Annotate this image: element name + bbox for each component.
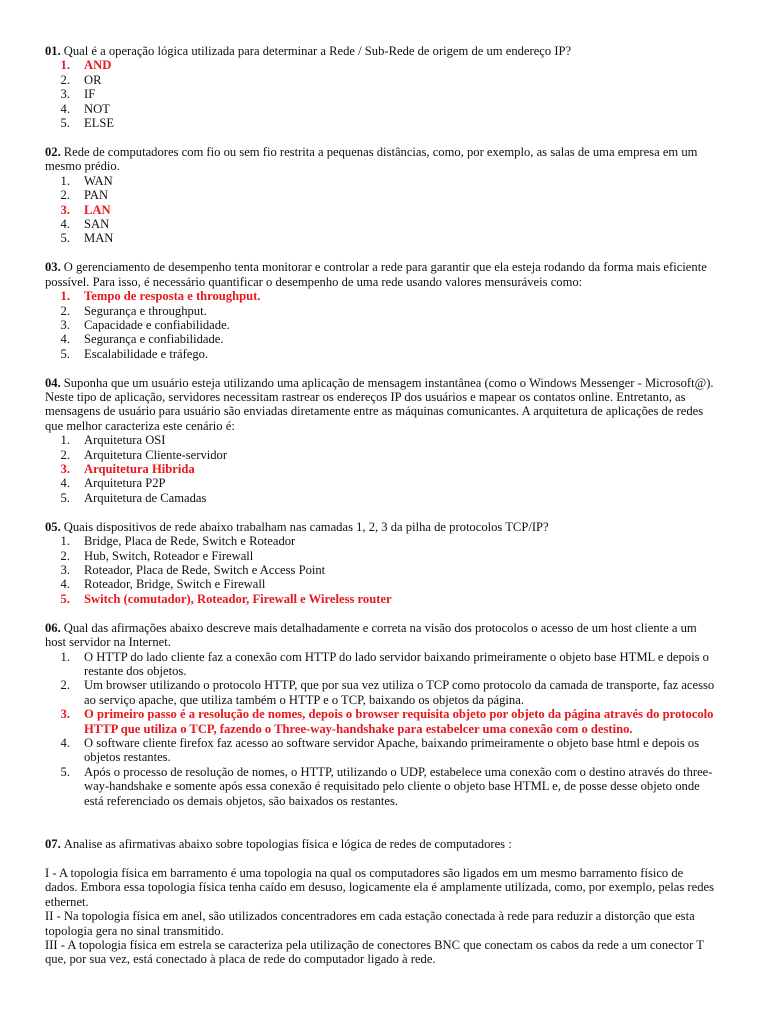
option-item: 4. NOT — [60, 101, 110, 116]
option-item: 5. Escalabilidade e tráfego. — [60, 346, 209, 361]
question-number: 03. — [45, 260, 61, 275]
question-text: 01. Qual é a operação lógica utilizada para determinar a Rede / Sub-Rede de origem de um endereço IP? — [45, 44, 572, 58]
option-item: 5. Após o processo de resolução de nomes, o HTTP, utilizando o UDP, estabelece uma conexão com o destino através do three-way-handshake e somente após essa conexão é requisitado pelo cliente o objeto base HTML e, de posse desse objeto onde está referenciado os demais objetos, são baixados os restantes. — [60, 764, 713, 808]
option-item: 4. Roteador, Bridge, Switch e Firewall — [60, 577, 266, 592]
option-item: 3. LAN — [60, 202, 111, 217]
option-item: 2. Um browser utilizando o protocolo HTTP, que por sua vez utiliza o TCP como protocolo da camada de transporte, faz acesso ao serviço apache, que utiliza também o HTTP e o TCP, baixando os objetos da página. — [60, 678, 715, 707]
statement-1: I - A topologia física em barramento é uma topologia na qual os computadores são ligados em um mesmo barramento físico de dados. Embora essa topologia física tenha caído em desuso, logicamente ela é amplamente utilizada, como, por exemplo, pelas redes ethernet. — [45, 865, 714, 909]
statement-2: II - Na topologia física em anel, são utilizados concentradores em cada estação conectada à rede para reduzir a distorção que esta topologia gera no sinal transmitido. — [45, 909, 695, 938]
option-item: 3. IF — [60, 87, 96, 102]
options-list — [45, 650, 718, 808]
option-item: 5. Arquitetura de Camadas — [60, 490, 207, 505]
option-item: 2. Hub, Switch, Roteador e Firewall — [60, 548, 254, 563]
option-item: 1. AND — [60, 58, 112, 73]
option-item: 5. MAN — [60, 231, 114, 246]
option-item: 1. O HTTP do lado cliente faz a conexão com HTTP do lado servidor baixando primeiramente o objeto base HTML e depois o restante dos objetos. — [60, 649, 709, 678]
question-text: 02. Rede de computadores com fio ou sem fio restrita a pequenas distâncias, como, por exemplo, as salas de uma empresa em um mesmo prédio. — [45, 144, 698, 174]
question-text: 06. Qual das afirmações abaixo descreve mais detalhadamente e correta na visão dos protocolos o acesso de um host cliente a um host servidor na Internet. — [45, 620, 697, 650]
question-text: 07. Analise as afirmativas abaixo sobre topologias física e lógica de redes de computadores : — [45, 837, 512, 851]
statement-3: III - A topologia física em estrela se caracteriza pela utilização de conectores BNC que conectam os cabos da rede a um conector T que, por sua vez, está conectado à placa de rede do computador ligado à rede. — [45, 937, 704, 967]
question-1 — [45, 44, 718, 130]
options-list — [45, 58, 718, 130]
option-item: 3. O primeiro passo é a resolução de nomes, depois o browser requisita objeto por objeto da página através do protocolo HTTP que utiliza o TCP, fazendo o Three-way-handshake para estabelcer uma conexão com o destino. — [60, 707, 714, 736]
options-list — [45, 289, 718, 361]
options-list — [45, 174, 718, 246]
option-item: 1. Bridge, Placa de Rede, Switch e Roteador — [60, 534, 296, 549]
option-item: 3. Roteador, Placa de Rede, Switch e Access Point — [60, 563, 326, 577]
question-text: 05. Quais dispositivos de rede abaixo trabalham nas camadas 1, 2, 3 da pilha de protocolos TCP/IP? — [45, 519, 549, 534]
option-item: 4. Arquitetura P2P — [60, 476, 166, 491]
option-item: 2. OR — [60, 72, 102, 87]
option-item: 1. WAN — [60, 173, 113, 188]
spacer — [45, 851, 718, 866]
question-number: 07. — [45, 837, 61, 851]
option-item: 3. Capacidade e confiabilidade. — [60, 317, 230, 332]
question-text: 04. Suponha que um usuário esteja utilizando uma aplicação de mensagem instantânea (como o Windows Messenger - Microsoft@). Neste tipo de aplicação, servidores necessitam rastrear os endereços IP dos usuários e mapear os contatos online. Entretanto, as mensagens de usuário para usuário são enviadas diretamente entre as máquinas comunicantes. A arquitetura de aplicações de redes que melhor caracteriza este cenário é: — [45, 375, 714, 433]
option-item: 5. ELSE — [60, 116, 115, 131]
question-3 — [45, 260, 718, 361]
options-list — [45, 433, 718, 505]
option-item: 5. Switch (comutador), Roteador, Firewall e Wireless router — [60, 591, 392, 606]
question-4 — [45, 376, 718, 506]
option-item: 1. Tempo de resposta e throughput. — [60, 289, 261, 304]
spacer — [45, 823, 718, 838]
option-item: 3. Arquitetura Hibrida — [60, 462, 195, 477]
option-item: 4. O software cliente firefox faz acesso ao software servidor Apache, baixando primeiramente o objeto base html e depois os objetos restantes. — [60, 735, 700, 765]
question-number: 05. — [45, 519, 61, 534]
question-text: 03. O gerenciamento de desempenho tenta monitorar e controlar a rede para garantir que ela esteja rodando da forma mais eficiente possível. Para isso, é necessário quantificar o desempenho de uma rede usando valores mensuráveis como: — [45, 260, 707, 289]
question-7 — [45, 837, 718, 967]
question-number: 04. — [45, 375, 61, 390]
options-list — [45, 534, 718, 606]
option-item: 4. Segurança e confiabilidade. — [60, 332, 224, 347]
option-item: 4. SAN — [60, 216, 110, 231]
question-5 — [45, 520, 718, 606]
question-number: 01. — [45, 44, 61, 58]
option-item: 2. Arquitetura Cliente-servidor — [60, 447, 228, 462]
option-item: 2. Segurança e throughput. — [60, 303, 207, 318]
question-number: 02. — [45, 144, 61, 159]
question-2 — [45, 145, 718, 246]
option-item: 1. Arquitetura OSI — [60, 433, 166, 448]
question-6 — [45, 621, 718, 808]
option-item: 2. PAN — [60, 188, 109, 203]
question-number: 06. — [45, 620, 61, 635]
